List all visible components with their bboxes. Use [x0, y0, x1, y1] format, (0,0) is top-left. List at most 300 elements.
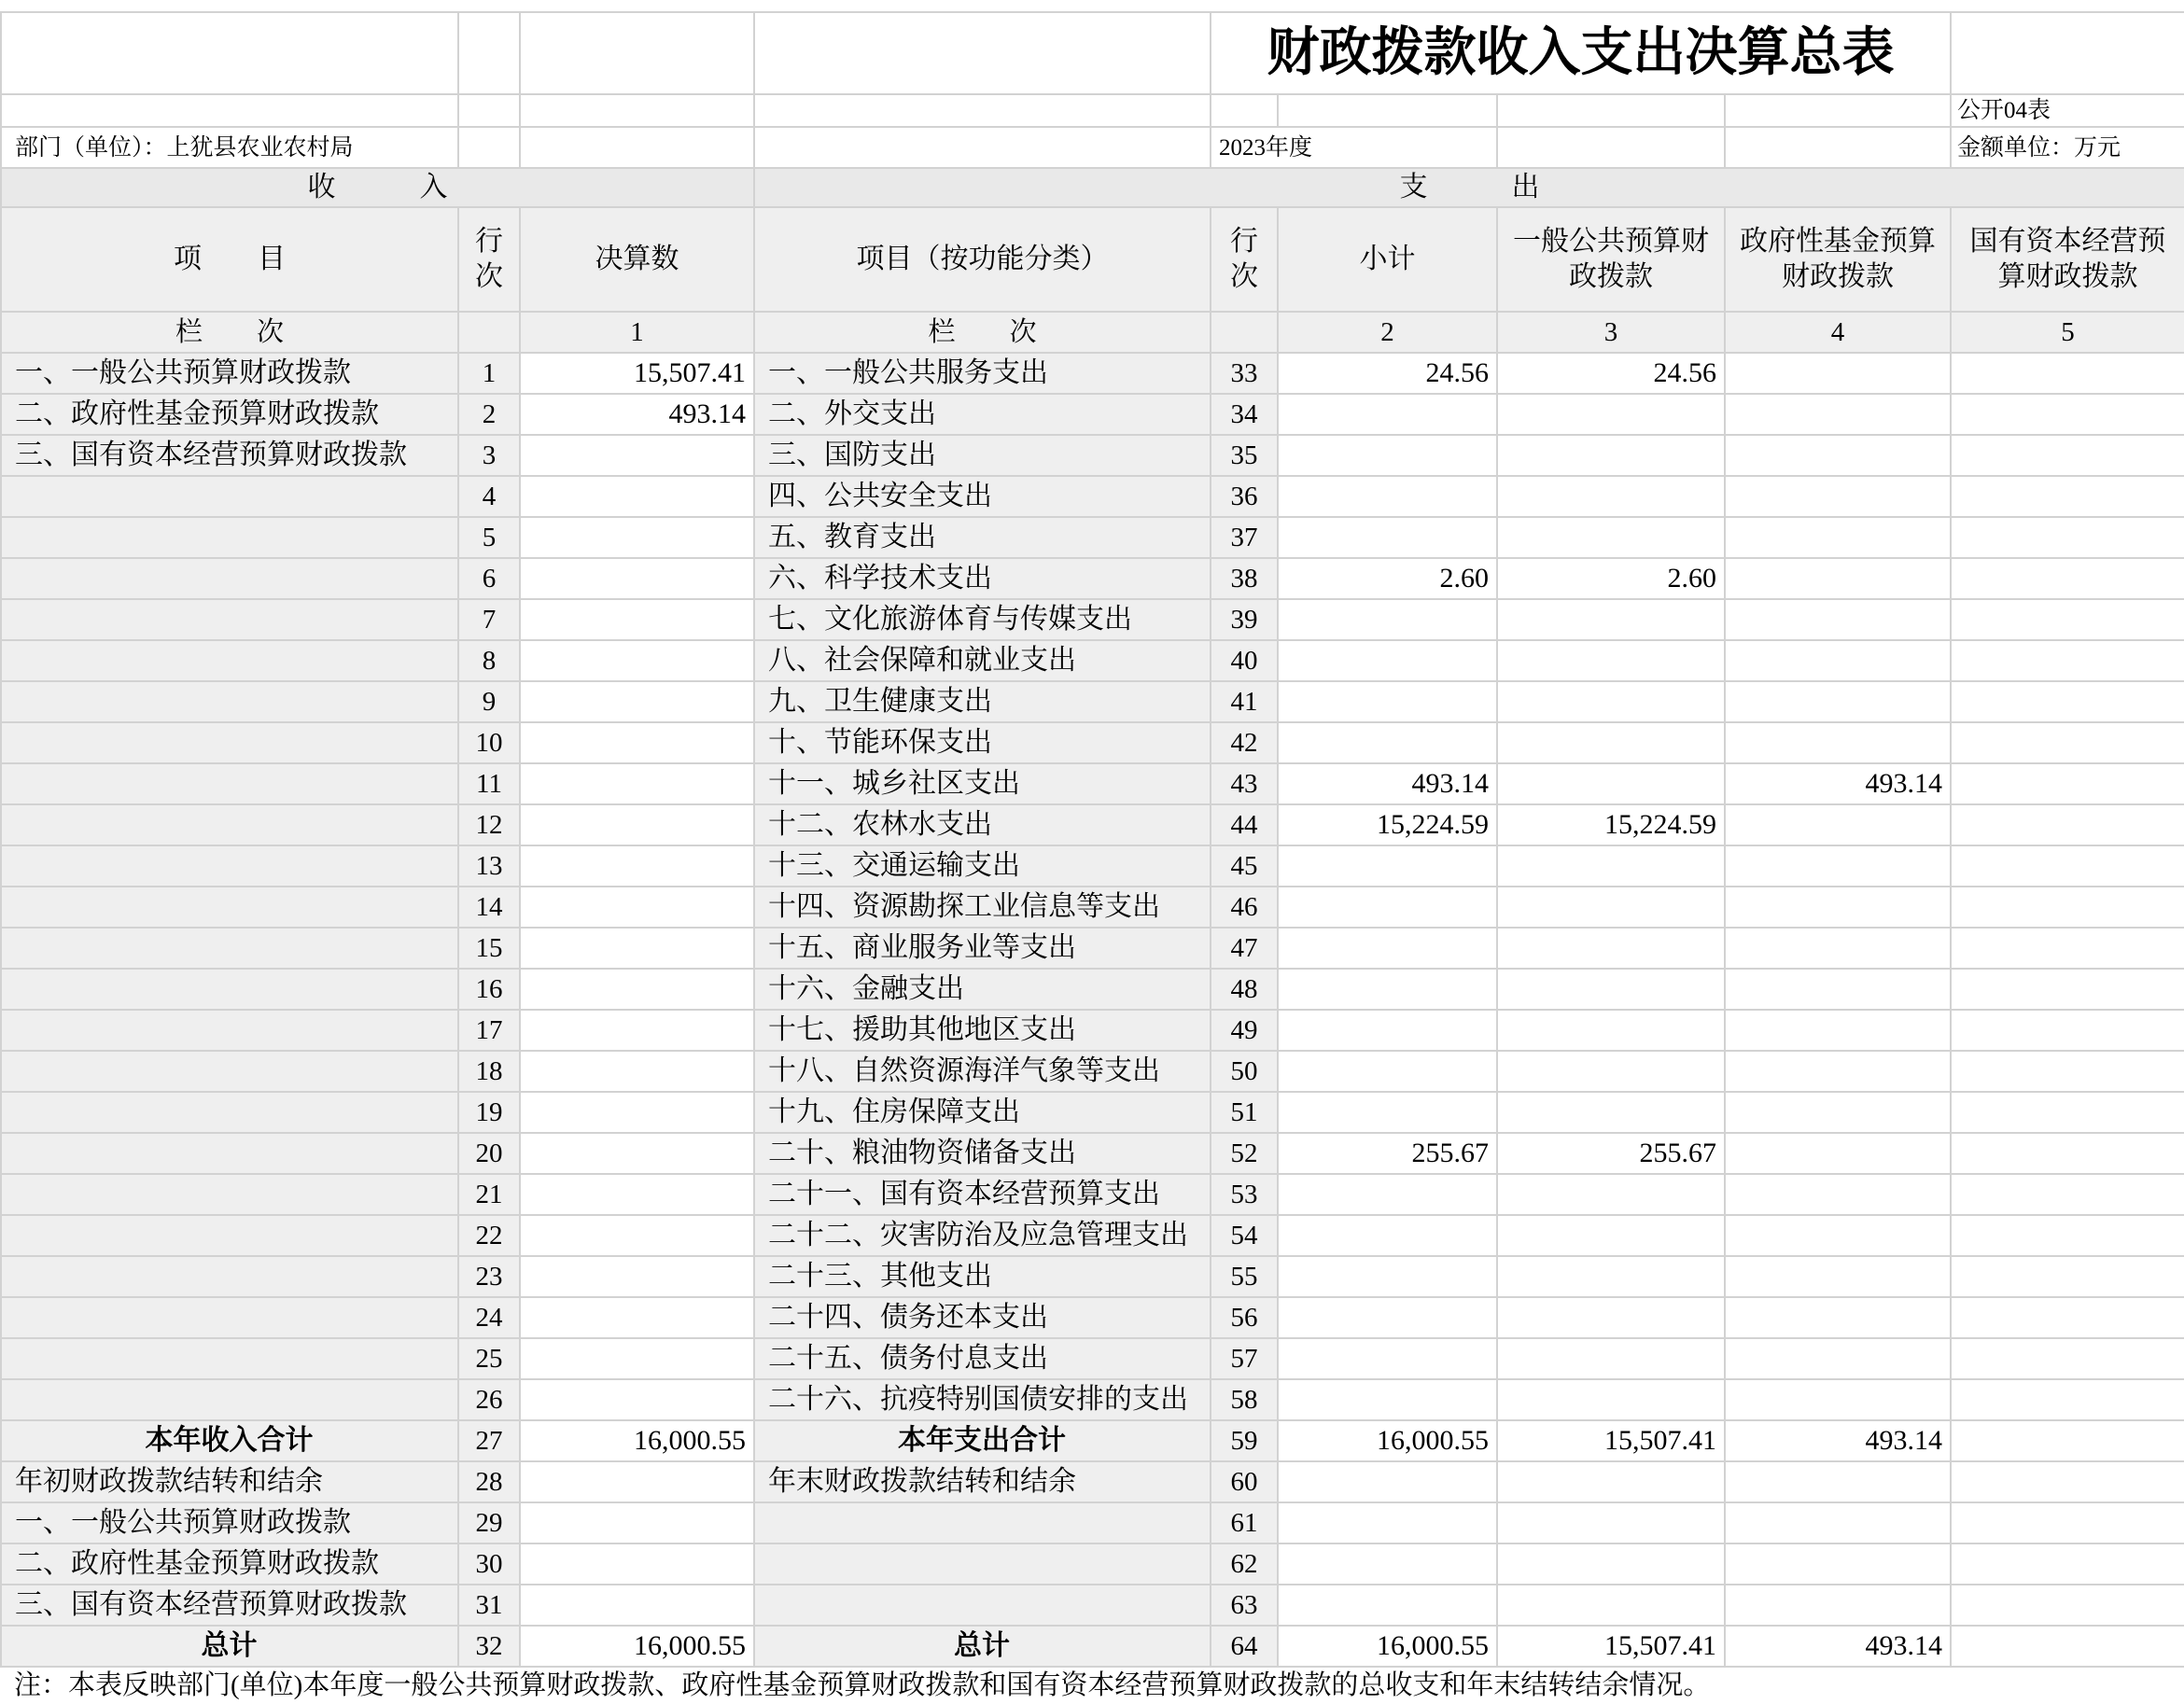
expense-item-label: 七、文化旅游体育与传媒支出	[754, 599, 1211, 640]
empty-cell	[458, 94, 520, 127]
expense-general-budget	[1497, 1297, 1725, 1338]
income-item-label	[1, 1256, 458, 1297]
expense-gov-fund	[1725, 1297, 1951, 1338]
expense-item-label: 十六、金融支出	[754, 969, 1211, 1010]
column-number-3: 3	[1497, 312, 1725, 353]
table-row	[1, 1338, 2184, 1379]
expense-line-no: 53	[1211, 1174, 1278, 1215]
expense-state-capital	[1951, 476, 2184, 517]
table-row	[1, 1461, 2184, 1502]
expense-item-label: 十、节能环保支出	[754, 722, 1211, 763]
expense-line-no: 62	[1211, 1543, 1278, 1585]
income-final-amount	[520, 887, 754, 928]
expense-state-capital	[1951, 804, 2184, 845]
expense-subtotal	[1278, 1297, 1497, 1338]
empty-cell	[520, 127, 754, 168]
expense-item-label	[754, 1585, 1211, 1626]
income-line-no: 9	[458, 681, 520, 722]
income-line-no: 5	[458, 517, 520, 558]
income-line-no: 13	[458, 845, 520, 887]
header-income-item: 项 目	[1, 207, 458, 312]
unit-label: 金额单位：万元	[1951, 127, 2184, 168]
empty-cell	[1278, 94, 1497, 127]
expense-subtotal	[1278, 1338, 1497, 1379]
table-row	[1, 558, 2184, 599]
expense-item-label: 年末财政拨款结转和结余	[754, 1461, 1211, 1502]
expense-item-label: 一、一般公共服务支出	[754, 353, 1211, 394]
expense-state-capital	[1951, 435, 2184, 476]
expense-section-header: 支 出	[754, 168, 2184, 207]
expense-subtotal	[1278, 394, 1497, 435]
expense-state-capital	[1951, 1420, 2184, 1461]
table-row	[1, 1174, 2184, 1215]
expense-gov-fund	[1725, 435, 1951, 476]
expense-state-capital	[1951, 1585, 2184, 1626]
expense-item-label: 二十二、灾害防治及应急管理支出	[754, 1215, 1211, 1256]
expense-general-budget	[1497, 1256, 1725, 1297]
empty-cell	[1725, 94, 1951, 127]
income-line-no: 23	[458, 1256, 520, 1297]
income-item-label	[1, 558, 458, 599]
income-item-label: 年初财政拨款结转和结余	[1, 1461, 458, 1502]
expense-subtotal	[1278, 1010, 1497, 1051]
expense-gov-fund	[1725, 1543, 1951, 1585]
expense-subtotal	[1278, 517, 1497, 558]
table-row	[1, 517, 2184, 558]
table-row	[1, 722, 2184, 763]
header-gov-fund: 政府性基金预算财政拨款	[1725, 207, 1951, 312]
table-code-row	[1, 94, 2184, 127]
expense-item-label: 十三、交通运输支出	[754, 845, 1211, 887]
empty-cell	[754, 12, 1211, 94]
table-row	[1, 845, 2184, 887]
footnote-row	[1, 1667, 2184, 1704]
expense-gov-fund: 493.14	[1725, 1626, 1951, 1667]
expense-gov-fund	[1725, 1338, 1951, 1379]
income-final-amount	[520, 845, 754, 887]
income-item-label	[1, 1092, 458, 1133]
income-line-no: 11	[458, 763, 520, 804]
expense-general-budget: 15,507.41	[1497, 1420, 1725, 1461]
expense-state-capital	[1951, 1092, 2184, 1133]
expense-state-capital	[1951, 394, 2184, 435]
expense-subtotal: 2.60	[1278, 558, 1497, 599]
expense-line-no: 52	[1211, 1133, 1278, 1174]
expense-gov-fund	[1725, 640, 1951, 681]
expense-gov-fund	[1725, 353, 1951, 394]
income-final-amount	[520, 435, 754, 476]
expense-line-no: 51	[1211, 1092, 1278, 1133]
income-item-label	[1, 476, 458, 517]
income-line-no: 31	[458, 1585, 520, 1626]
expense-subtotal	[1278, 435, 1497, 476]
income-item-label: 二、政府性基金预算财政拨款	[1, 394, 458, 435]
column-number-4: 4	[1725, 312, 1951, 353]
income-item-label: 一、一般公共预算财政拨款	[1, 1502, 458, 1543]
expense-subtotal	[1278, 1051, 1497, 1092]
expense-state-capital	[1951, 599, 2184, 640]
expense-state-capital	[1951, 1174, 2184, 1215]
income-final-amount	[520, 517, 754, 558]
expense-subtotal: 16,000.55	[1278, 1626, 1497, 1667]
income-item-label: 一、一般公共预算财政拨款	[1, 353, 458, 394]
expense-general-budget	[1497, 1461, 1725, 1502]
income-final-amount	[520, 1092, 754, 1133]
empty-cell	[458, 312, 520, 353]
title-row	[1, 12, 2184, 94]
expense-state-capital	[1951, 722, 2184, 763]
income-item-label	[1, 763, 458, 804]
table-row	[1, 435, 2184, 476]
income-item-label	[1, 1215, 458, 1256]
expense-line-no: 47	[1211, 928, 1278, 969]
income-line-no: 28	[458, 1461, 520, 1502]
income-final-amount	[520, 1338, 754, 1379]
table-row	[1, 1297, 2184, 1338]
expense-subtotal	[1278, 1215, 1497, 1256]
expense-gov-fund	[1725, 722, 1951, 763]
expense-gov-fund	[1725, 1051, 1951, 1092]
table-row	[1, 1379, 2184, 1420]
expense-line-no: 49	[1211, 1010, 1278, 1051]
table-code: 公开04表	[1951, 94, 2184, 127]
income-item-label	[1, 1297, 458, 1338]
table-row	[1, 353, 2184, 394]
empty-cell	[520, 94, 754, 127]
expense-item-label: 三、国防支出	[754, 435, 1211, 476]
expense-state-capital	[1951, 1338, 2184, 1379]
expense-item-label: 二十一、国有资本经营预算支出	[754, 1174, 1211, 1215]
income-line-no: 14	[458, 887, 520, 928]
expense-state-capital	[1951, 1379, 2184, 1420]
expense-item-label: 二十六、抗疫特别国债安排的支出	[754, 1379, 1211, 1420]
expense-line-no: 45	[1211, 845, 1278, 887]
income-item-label	[1, 599, 458, 640]
income-item-label	[1, 517, 458, 558]
expense-subtotal	[1278, 1379, 1497, 1420]
expense-general-budget	[1497, 969, 1725, 1010]
column-index-label: 栏 次	[754, 312, 1211, 353]
expense-item-label	[754, 1502, 1211, 1543]
expense-general-budget: 15,224.59	[1497, 804, 1725, 845]
table-body	[1, 353, 2184, 1667]
expense-line-no: 38	[1211, 558, 1278, 599]
expense-subtotal: 15,224.59	[1278, 804, 1497, 845]
expense-item-label: 十九、住房保障支出	[754, 1092, 1211, 1133]
section-band-row	[1, 168, 2184, 207]
expense-gov-fund	[1725, 1133, 1951, 1174]
income-item-label	[1, 1010, 458, 1051]
expense-gov-fund	[1725, 1174, 1951, 1215]
expense-state-capital	[1951, 353, 2184, 394]
expense-subtotal: 255.67	[1278, 1133, 1497, 1174]
expense-subtotal	[1278, 887, 1497, 928]
income-line-no: 19	[458, 1092, 520, 1133]
expense-state-capital	[1951, 1256, 2184, 1297]
income-item-label: 三、国有资本经营预算财政拨款	[1, 435, 458, 476]
income-line-no: 4	[458, 476, 520, 517]
income-final-amount	[520, 681, 754, 722]
expense-line-no: 41	[1211, 681, 1278, 722]
table-row	[1, 476, 2184, 517]
expense-line-no: 56	[1211, 1297, 1278, 1338]
expense-item-label: 二十五、债务付息支出	[754, 1338, 1211, 1379]
expense-general-budget: 24.56	[1497, 353, 1725, 394]
expense-gov-fund	[1725, 394, 1951, 435]
expense-general-budget	[1497, 1010, 1725, 1051]
expense-gov-fund	[1725, 1379, 1951, 1420]
income-line-no: 20	[458, 1133, 520, 1174]
expense-gov-fund	[1725, 517, 1951, 558]
empty-cell	[458, 12, 520, 94]
income-final-amount: 16,000.55	[520, 1420, 754, 1461]
expense-item-label: 二、外交支出	[754, 394, 1211, 435]
expense-line-no: 40	[1211, 640, 1278, 681]
expense-general-budget	[1497, 887, 1725, 928]
income-item-label	[1, 969, 458, 1010]
expense-state-capital	[1951, 928, 2184, 969]
expense-subtotal	[1278, 1092, 1497, 1133]
table-row	[1, 763, 2184, 804]
expense-subtotal: 24.56	[1278, 353, 1497, 394]
empty-cell	[520, 12, 754, 94]
expense-item-label: 十一、城乡社区支出	[754, 763, 1211, 804]
empty-cell	[1, 94, 458, 127]
expense-general-budget	[1497, 1543, 1725, 1585]
expense-line-no: 50	[1211, 1051, 1278, 1092]
table-row	[1, 1051, 2184, 1092]
expense-item-label: 十八、自然资源海洋气象等支出	[754, 1051, 1211, 1092]
income-section-header: 收 入	[1, 168, 754, 207]
empty-cell	[458, 127, 520, 168]
table-row	[1, 1626, 2184, 1667]
column-index-label: 栏 次	[1, 312, 458, 353]
income-item-label	[1, 1338, 458, 1379]
header-final-amount: 决算数	[520, 207, 754, 312]
income-final-amount: 15,507.41	[520, 353, 754, 394]
income-line-no: 25	[458, 1338, 520, 1379]
expense-item-label: 二十四、债务还本支出	[754, 1297, 1211, 1338]
expense-subtotal	[1278, 1174, 1497, 1215]
income-item-label	[1, 681, 458, 722]
footnote: 注：本表反映部门(单位)本年度一般公共预算财政拨款、政府性基金预算财政拨款和国有资本经营预算财政拨款的总收支和年末结转结余情况。	[1, 1667, 2184, 1704]
expense-state-capital	[1951, 640, 2184, 681]
table-row	[1, 394, 2184, 435]
expense-subtotal	[1278, 599, 1497, 640]
income-final-amount	[520, 1502, 754, 1543]
expense-subtotal	[1278, 969, 1497, 1010]
expense-line-no: 39	[1211, 599, 1278, 640]
expense-subtotal	[1278, 1256, 1497, 1297]
expense-general-budget: 15,507.41	[1497, 1626, 1725, 1667]
income-line-no: 29	[458, 1502, 520, 1543]
expense-state-capital	[1951, 1502, 2184, 1543]
income-item-label	[1, 804, 458, 845]
expense-line-no: 57	[1211, 1338, 1278, 1379]
income-line-no: 10	[458, 722, 520, 763]
expense-subtotal	[1278, 928, 1497, 969]
expense-general-budget	[1497, 722, 1725, 763]
income-item-label	[1, 722, 458, 763]
expense-state-capital	[1951, 1215, 2184, 1256]
empty-cell	[1497, 127, 1725, 168]
income-item-label	[1, 845, 458, 887]
column-header-row	[1, 207, 2184, 312]
table-row	[1, 1585, 2184, 1626]
expense-gov-fund	[1725, 476, 1951, 517]
expense-item-label: 十五、商业服务业等支出	[754, 928, 1211, 969]
fiscal-appropriation-table	[0, 11, 2184, 1704]
expense-line-no: 36	[1211, 476, 1278, 517]
expense-state-capital	[1951, 681, 2184, 722]
header-line-no2: 行次	[1211, 207, 1278, 312]
expense-general-budget	[1497, 599, 1725, 640]
header-general-budget: 一般公共预算财政拨款	[1497, 207, 1725, 312]
income-final-amount	[520, 640, 754, 681]
income-final-amount	[520, 1133, 754, 1174]
income-item-label	[1, 1174, 458, 1215]
expense-general-budget	[1497, 1215, 1725, 1256]
income-final-amount: 493.14	[520, 394, 754, 435]
column-index-row	[1, 312, 2184, 353]
expense-line-no: 46	[1211, 887, 1278, 928]
expense-gov-fund	[1725, 804, 1951, 845]
expense-item-label: 本年支出合计	[754, 1420, 1211, 1461]
expense-general-budget	[1497, 1502, 1725, 1543]
table-row	[1, 1502, 2184, 1543]
table-row	[1, 1215, 2184, 1256]
expense-item-label	[754, 1543, 1211, 1585]
expense-state-capital	[1951, 887, 2184, 928]
expense-general-budget	[1497, 928, 1725, 969]
department-label: 部门（单位）：上犹县农业农村局	[1, 127, 458, 168]
table-row	[1, 969, 2184, 1010]
expense-line-no: 54	[1211, 1215, 1278, 1256]
expense-subtotal	[1278, 476, 1497, 517]
expense-gov-fund	[1725, 599, 1951, 640]
income-line-no: 7	[458, 599, 520, 640]
income-line-no: 32	[458, 1626, 520, 1667]
fiscal-table-document	[0, 11, 2184, 1701]
empty-cell	[1725, 127, 1951, 168]
header-state-capital: 国有资本经营预算财政拨款	[1951, 207, 2184, 312]
expense-gov-fund: 493.14	[1725, 1420, 1951, 1461]
expense-state-capital	[1951, 1626, 2184, 1667]
income-item-label: 二、政府性基金预算财政拨款	[1, 1543, 458, 1585]
expense-gov-fund	[1725, 558, 1951, 599]
income-item-label	[1, 1133, 458, 1174]
expense-item-label: 五、教育支出	[754, 517, 1211, 558]
income-final-amount	[520, 1256, 754, 1297]
expense-line-no: 33	[1211, 353, 1278, 394]
expense-subtotal: 493.14	[1278, 763, 1497, 804]
income-item-label	[1, 887, 458, 928]
expense-gov-fund	[1725, 1502, 1951, 1543]
expense-gov-fund	[1725, 1585, 1951, 1626]
expense-state-capital	[1951, 1051, 2184, 1092]
table-row	[1, 804, 2184, 845]
expense-general-budget	[1497, 763, 1725, 804]
income-final-amount	[520, 1215, 754, 1256]
expense-general-budget	[1497, 1338, 1725, 1379]
table-row	[1, 887, 2184, 928]
income-line-no: 17	[458, 1010, 520, 1051]
expense-state-capital	[1951, 845, 2184, 887]
expense-state-capital	[1951, 1010, 2184, 1051]
income-final-amount	[520, 1010, 754, 1051]
expense-gov-fund	[1725, 1215, 1951, 1256]
expense-gov-fund	[1725, 845, 1951, 887]
expense-line-no: 44	[1211, 804, 1278, 845]
expense-state-capital	[1951, 517, 2184, 558]
table-row	[1, 1092, 2184, 1133]
expense-item-label: 八、社会保障和就业支出	[754, 640, 1211, 681]
income-final-amount	[520, 1174, 754, 1215]
expense-gov-fund: 493.14	[1725, 763, 1951, 804]
income-final-amount	[520, 476, 754, 517]
income-line-no: 26	[458, 1379, 520, 1420]
expense-subtotal	[1278, 1543, 1497, 1585]
expense-state-capital	[1951, 1543, 2184, 1585]
expense-gov-fund	[1725, 887, 1951, 928]
income-line-no: 30	[458, 1543, 520, 1585]
fiscal-year: 2023年度	[1211, 127, 1497, 168]
income-line-no: 15	[458, 928, 520, 969]
expense-line-no: 64	[1211, 1626, 1278, 1667]
column-number-5: 5	[1951, 312, 2184, 353]
expense-gov-fund	[1725, 681, 1951, 722]
expense-line-no: 43	[1211, 763, 1278, 804]
income-line-no: 22	[458, 1215, 520, 1256]
expense-subtotal	[1278, 681, 1497, 722]
income-final-amount	[520, 1543, 754, 1585]
expense-state-capital	[1951, 763, 2184, 804]
income-line-no: 3	[458, 435, 520, 476]
empty-cell	[754, 127, 1211, 168]
income-final-amount	[520, 928, 754, 969]
expense-state-capital	[1951, 969, 2184, 1010]
income-item-label	[1, 640, 458, 681]
income-item-label	[1, 1051, 458, 1092]
expense-general-budget	[1497, 476, 1725, 517]
column-number-1: 1	[520, 312, 754, 353]
income-item-label	[1, 928, 458, 969]
expense-item-label: 六、科学技术支出	[754, 558, 1211, 599]
income-line-no: 16	[458, 969, 520, 1010]
expense-line-no: 42	[1211, 722, 1278, 763]
expense-state-capital	[1951, 1133, 2184, 1174]
empty-cell	[1211, 312, 1278, 353]
expense-general-budget	[1497, 640, 1725, 681]
expense-subtotal	[1278, 1585, 1497, 1626]
table-row	[1, 1010, 2184, 1051]
income-line-no: 18	[458, 1051, 520, 1092]
empty-cell	[754, 94, 1211, 127]
table-row	[1, 1133, 2184, 1174]
table-row	[1, 681, 2184, 722]
expense-gov-fund	[1725, 928, 1951, 969]
income-line-no: 8	[458, 640, 520, 681]
expense-general-budget	[1497, 1174, 1725, 1215]
table-row	[1, 1420, 2184, 1461]
header-subtotal: 小计	[1278, 207, 1497, 312]
expense-line-no: 37	[1211, 517, 1278, 558]
expense-subtotal	[1278, 1461, 1497, 1502]
empty-cell	[1, 12, 458, 94]
expense-general-budget	[1497, 1585, 1725, 1626]
income-final-amount	[520, 763, 754, 804]
expense-general-budget	[1497, 1051, 1725, 1092]
